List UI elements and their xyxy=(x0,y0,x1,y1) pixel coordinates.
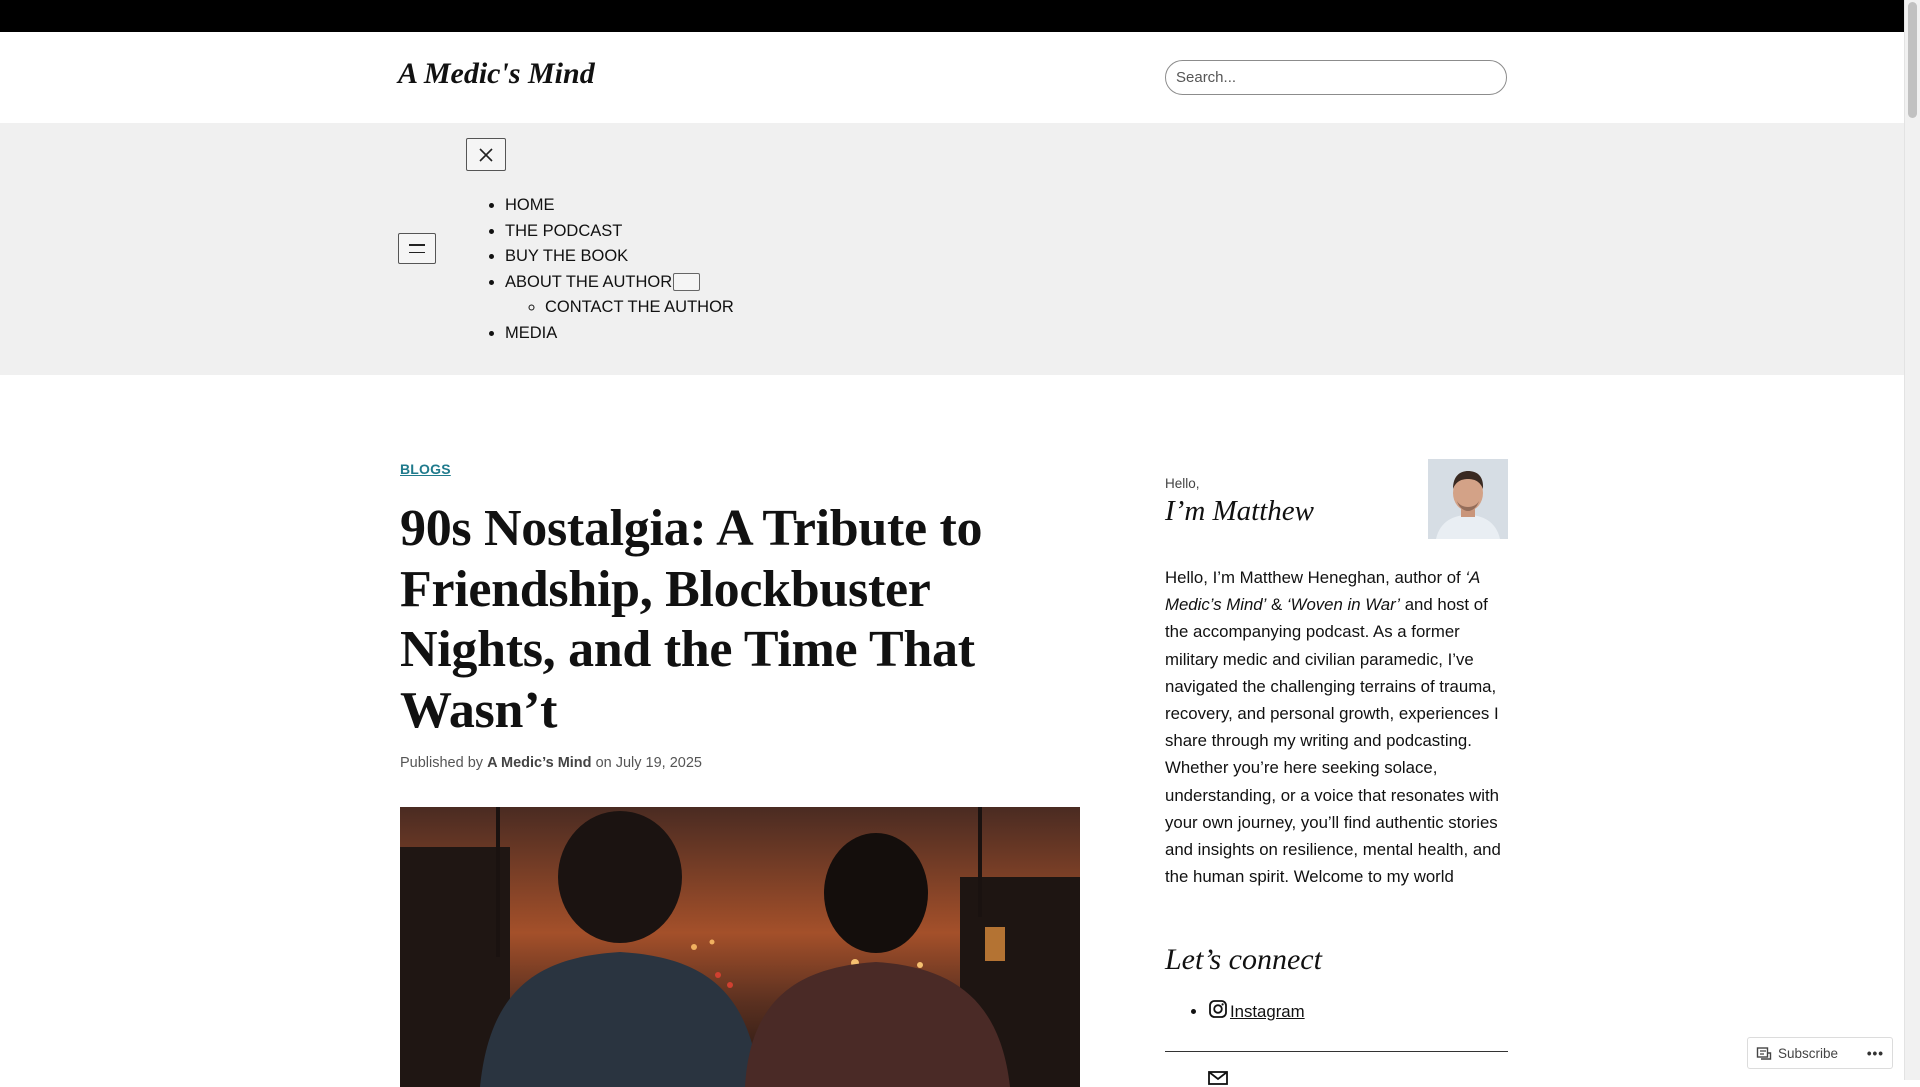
nav-item-label[interactable]: BUY THE BOOK xyxy=(505,247,629,266)
post-main xyxy=(400,461,1080,771)
menu-close-button[interactable] xyxy=(466,138,506,171)
site-header xyxy=(0,32,1904,123)
nav-item-label[interactable]: CONTACT THE AUTHOR xyxy=(545,298,734,317)
social-divider xyxy=(1165,1051,1508,1052)
navigation-panel xyxy=(0,123,1904,375)
nav-item-contact[interactable] xyxy=(545,295,734,321)
bio-text: & xyxy=(1266,595,1287,615)
nav-item-label[interactable]: HOME xyxy=(505,196,555,214)
instagram-icon xyxy=(1208,999,1228,1019)
sidebar-heading: I’m Matthew xyxy=(1165,495,1314,527)
post-byline xyxy=(400,755,1080,771)
post-title: 90s Nostalgia: A Tribute to Friendship, Blockbuster Nights, and the Time That Wasn’t xyxy=(400,500,983,739)
bio-text: and host of the accompanying podcast. As a former military medic and civilian paramedic, I’ve navigated the challenging terrains of trauma, recovery, and personal growth, experiences I share through my writing and podcasting. Whether you’re here seeking solace, understanding, or a voice that resonates with your own journey, you’ll find authentic stories and insights on resilience, mental health, and the human spirit. Welcome to my world xyxy=(1165,595,1501,887)
main-menu xyxy=(465,193,734,347)
subscribe-bar xyxy=(1747,1037,1893,1069)
byline-on: on xyxy=(595,755,612,771)
subscribe-icon xyxy=(1756,1045,1772,1061)
nav-item-home[interactable] xyxy=(505,193,734,219)
search-input[interactable] xyxy=(1165,60,1507,95)
submenu-toggle-button[interactable] xyxy=(673,273,700,291)
nav-item-label[interactable]: ABOUT THE AUTHOR xyxy=(505,272,673,291)
mail-icon[interactable] xyxy=(1208,1071,1228,1085)
hamburger-line-icon xyxy=(409,252,425,254)
nav-item-media[interactable] xyxy=(505,321,734,347)
hello-label: Hello, xyxy=(1165,476,1200,491)
category-link[interactable]: BLOGS xyxy=(400,461,451,477)
nav-item-buy-book[interactable] xyxy=(505,244,734,270)
scrollbar-thumb[interactable] xyxy=(1908,2,1917,118)
nav-item-label[interactable]: THE PODCAST xyxy=(505,221,623,240)
connect-heading: Let’s connect xyxy=(1165,943,1322,976)
book-title: ‘A Medic’s Mind’ xyxy=(1165,568,1480,615)
author-avatar xyxy=(1428,459,1508,539)
subscribe-button[interactable]: Subscribe xyxy=(1778,1045,1839,1061)
close-icon xyxy=(478,147,494,163)
featured-image-graphic xyxy=(400,807,1080,1087)
about-submenu xyxy=(505,295,734,321)
hamburger-line-icon xyxy=(409,244,425,246)
featured-image xyxy=(400,807,1080,1087)
nav-item-label[interactable]: MEDIA xyxy=(505,323,558,342)
menu-open-button[interactable] xyxy=(398,233,436,264)
instagram-link[interactable]: Instagram xyxy=(1230,1002,1305,1021)
author-portrait-graphic xyxy=(1428,459,1508,539)
admin-top-bar xyxy=(0,0,1904,32)
author-link[interactable]: A Medic’s Mind xyxy=(487,755,592,771)
site-title[interactable]: A Medic's Mind xyxy=(398,57,595,90)
social-links xyxy=(1165,999,1508,1051)
page-scrollbar[interactable] xyxy=(1904,0,1920,1080)
bio-text: Hello, I’m Matthew Heneghan, author of xyxy=(1165,568,1466,587)
nav-item-about[interactable] xyxy=(505,270,734,321)
nav-item-podcast[interactable] xyxy=(505,219,734,245)
author-bio xyxy=(1165,564,1510,890)
more-options-button[interactable]: ••• xyxy=(1866,1045,1884,1061)
book-title: ‘Woven in War’ xyxy=(1286,595,1401,615)
post-date: July 19, 2025 xyxy=(615,755,702,771)
byline-prefix: Published by xyxy=(400,755,484,771)
social-item-instagram[interactable] xyxy=(1208,999,1508,1051)
